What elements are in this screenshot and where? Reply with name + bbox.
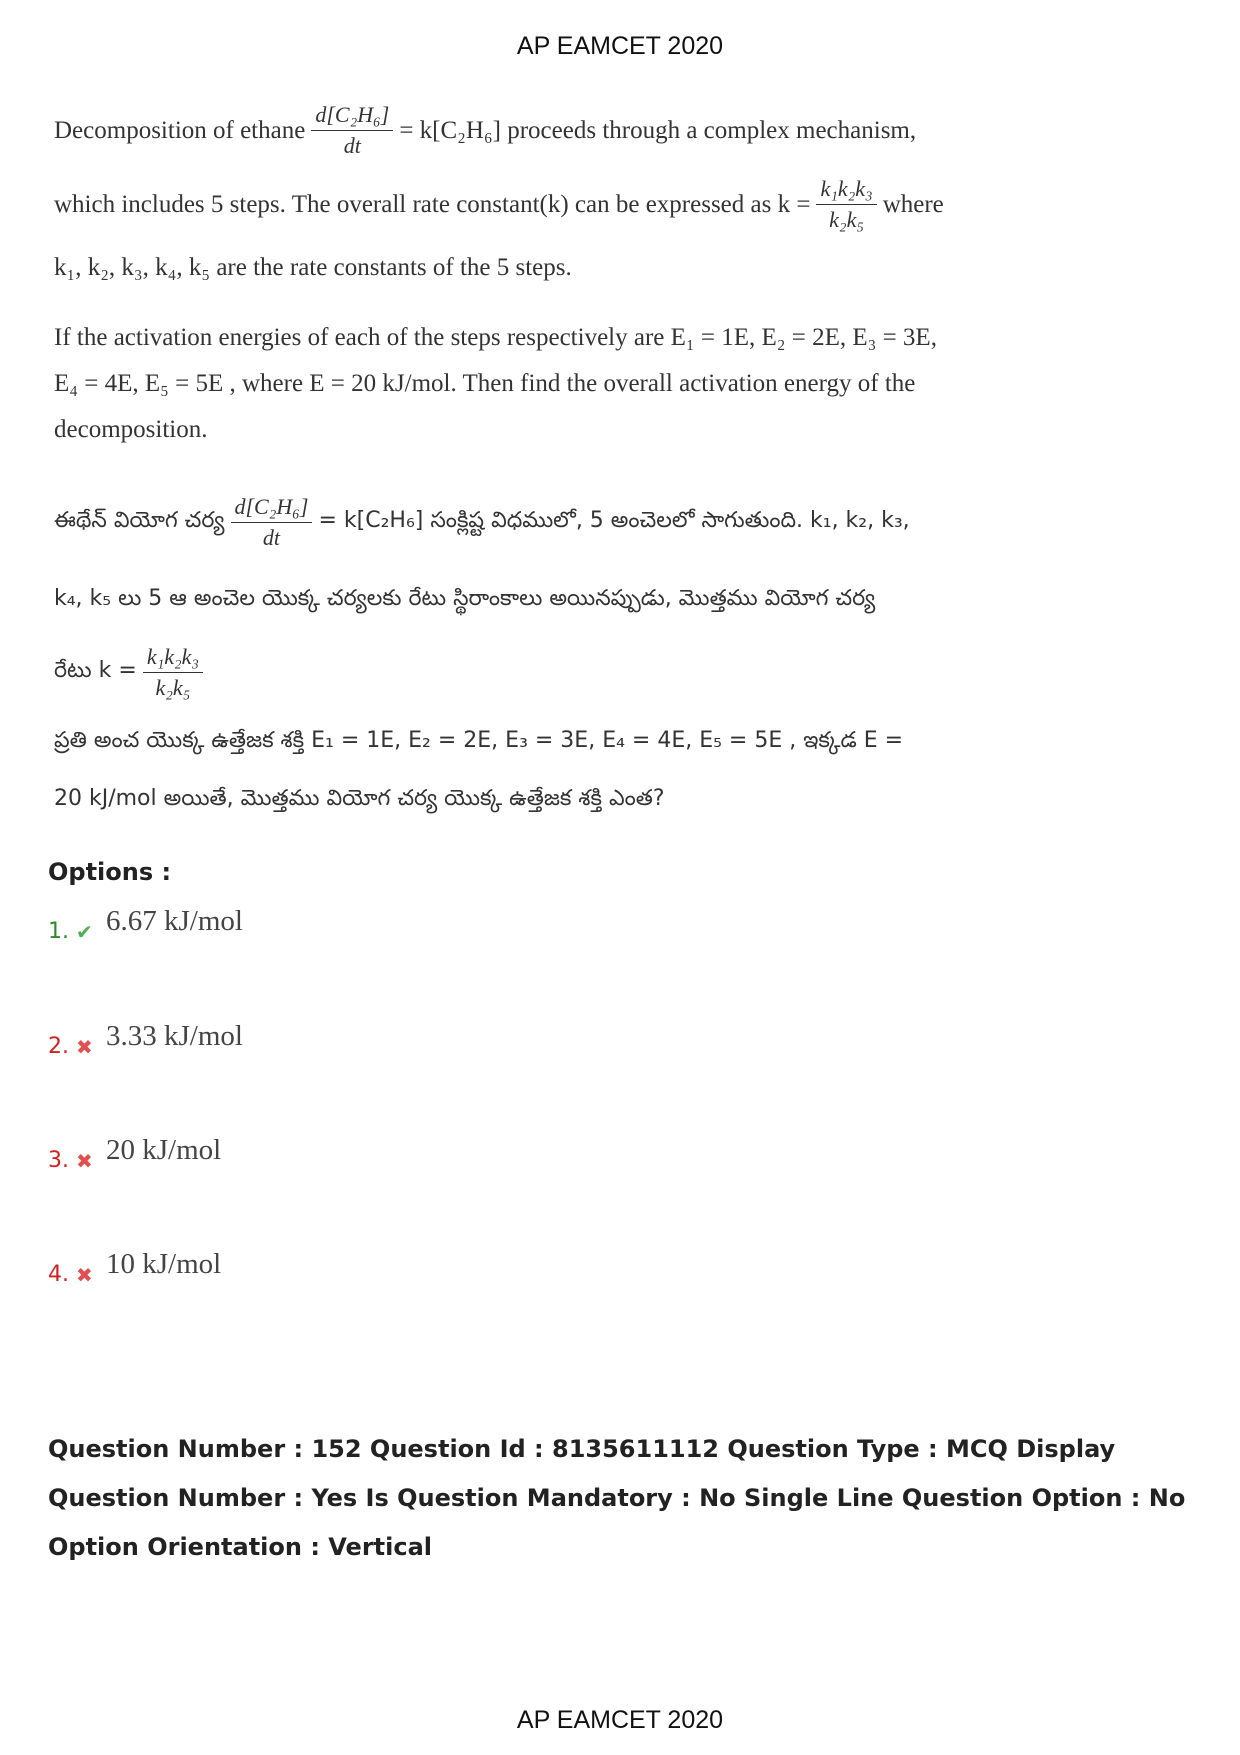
cross-icon: ✖ — [76, 1149, 93, 1173]
option-text: 3.33 kJ/mol — [106, 1020, 243, 1052]
text: If the activation energies of each of the steps respectively are E₁ = 1E, E₂ = 2E, E₃ = 3E, — [54, 324, 937, 351]
question-te-line-2 — [54, 586, 875, 616]
rate-fraction — [311, 102, 393, 159]
text: E₄ = 4E, E₅ = 5E , where E = 20 kJ/mol. Then find the overall activation energy of the — [54, 370, 916, 397]
rate-fraction — [231, 494, 313, 551]
fraction-denominator: k₂k₅ — [155, 675, 191, 700]
fraction-numerator: k₁k₂k₃ — [143, 644, 203, 673]
question-en-line-1 — [54, 102, 916, 159]
option-number: 1. — [48, 919, 69, 944]
option-text: 10 kJ/mol — [106, 1248, 222, 1280]
text: which includes 5 steps. The overall rate constant(k) can be expressed as k = — [54, 190, 811, 218]
text: రేటు k = — [54, 657, 137, 683]
option-number: 4. — [48, 1262, 69, 1287]
text: ఈథేన్ వియోగ చర్య — [54, 507, 225, 533]
page-header: AP EAMCET 2020 — [516, 32, 724, 60]
question-te-line-1 — [54, 494, 910, 551]
question-en-line-3 — [54, 254, 572, 282]
option-1[interactable] — [48, 905, 243, 944]
option-number: 2. — [48, 1034, 69, 1059]
option-number: 3. — [48, 1148, 69, 1173]
text: 20 kJ/mol అయితే, మొత్తము వియోగ చర్య యొక్క ఉత్తేజక శక్తి ఎంత? — [54, 786, 665, 811]
question-te-line-3 — [54, 644, 209, 701]
check-icon: ✔ — [76, 920, 93, 944]
fraction-numerator: d[C₂H₆] — [311, 102, 393, 131]
text: where — [882, 190, 944, 218]
text: = k[C₂H₆] proceeds through a complex mechanism, — [399, 116, 917, 144]
cross-icon: ✖ — [76, 1035, 93, 1059]
question-te-line-5 — [54, 786, 665, 816]
question-te-line-4 — [54, 728, 903, 758]
option-4[interactable] — [48, 1248, 221, 1287]
fraction-numerator: k₁k₂k₃ — [816, 176, 876, 205]
fraction-denominator: dt — [343, 133, 361, 158]
cross-icon: ✖ — [76, 1263, 93, 1287]
text: k₄, k₅ లు 5 ఆ అంచెల యొక్క చర్యలకు రేటు స్థిరాంకాలు అయినప్పుడు, మొత్తము వియోగ చర్య — [54, 586, 876, 611]
text: k₁, k₂, k₃, k₄, k₅ are the rate constants of the 5 steps. — [54, 254, 572, 281]
question-en-line-2 — [54, 176, 944, 233]
text: = k[C₂H₆] సంక్లిష్ట విధములో, 5 అంచెలలో సాగుతుంది. k₁, k₂, k₃, — [318, 507, 910, 533]
fraction-denominator: dt — [262, 525, 281, 550]
rate-constant-fraction — [816, 176, 876, 233]
text: Decomposition of ethane — [54, 116, 306, 144]
rate-constant-fraction — [143, 644, 203, 701]
question-en-line-6 — [54, 416, 207, 444]
option-3[interactable] — [48, 1134, 221, 1173]
page-footer: AP EAMCET 2020 — [516, 1706, 724, 1734]
fraction-denominator: k₂k₅ — [829, 207, 864, 232]
option-text: 20 kJ/mol — [106, 1134, 222, 1166]
question-en-line-5 — [54, 370, 915, 398]
option-2[interactable] — [48, 1020, 243, 1059]
text: decomposition. — [54, 416, 208, 443]
question-metadata: Question Number : 152 Question Id : 8135611112 Question Type : MCQ Display Question Number : Yes Is Question Mandatory : No Single Line Question Option : No Option Orientation : Vertical — [48, 1435, 1186, 1561]
text: ప్రతి అంచ యొక్క ఉత్తేజక శక్తి E₁ = 1E, E₂ = 2E, E₃ = 3E, E₄ = 4E, E₅ = 5E , ఇక్కడ E = — [54, 728, 904, 753]
option-text: 6.67 kJ/mol — [106, 905, 243, 937]
question-en-line-4 — [54, 324, 937, 352]
options-label: Options : — [48, 858, 172, 886]
fraction-numerator: d[C₂H₆] — [231, 494, 313, 523]
